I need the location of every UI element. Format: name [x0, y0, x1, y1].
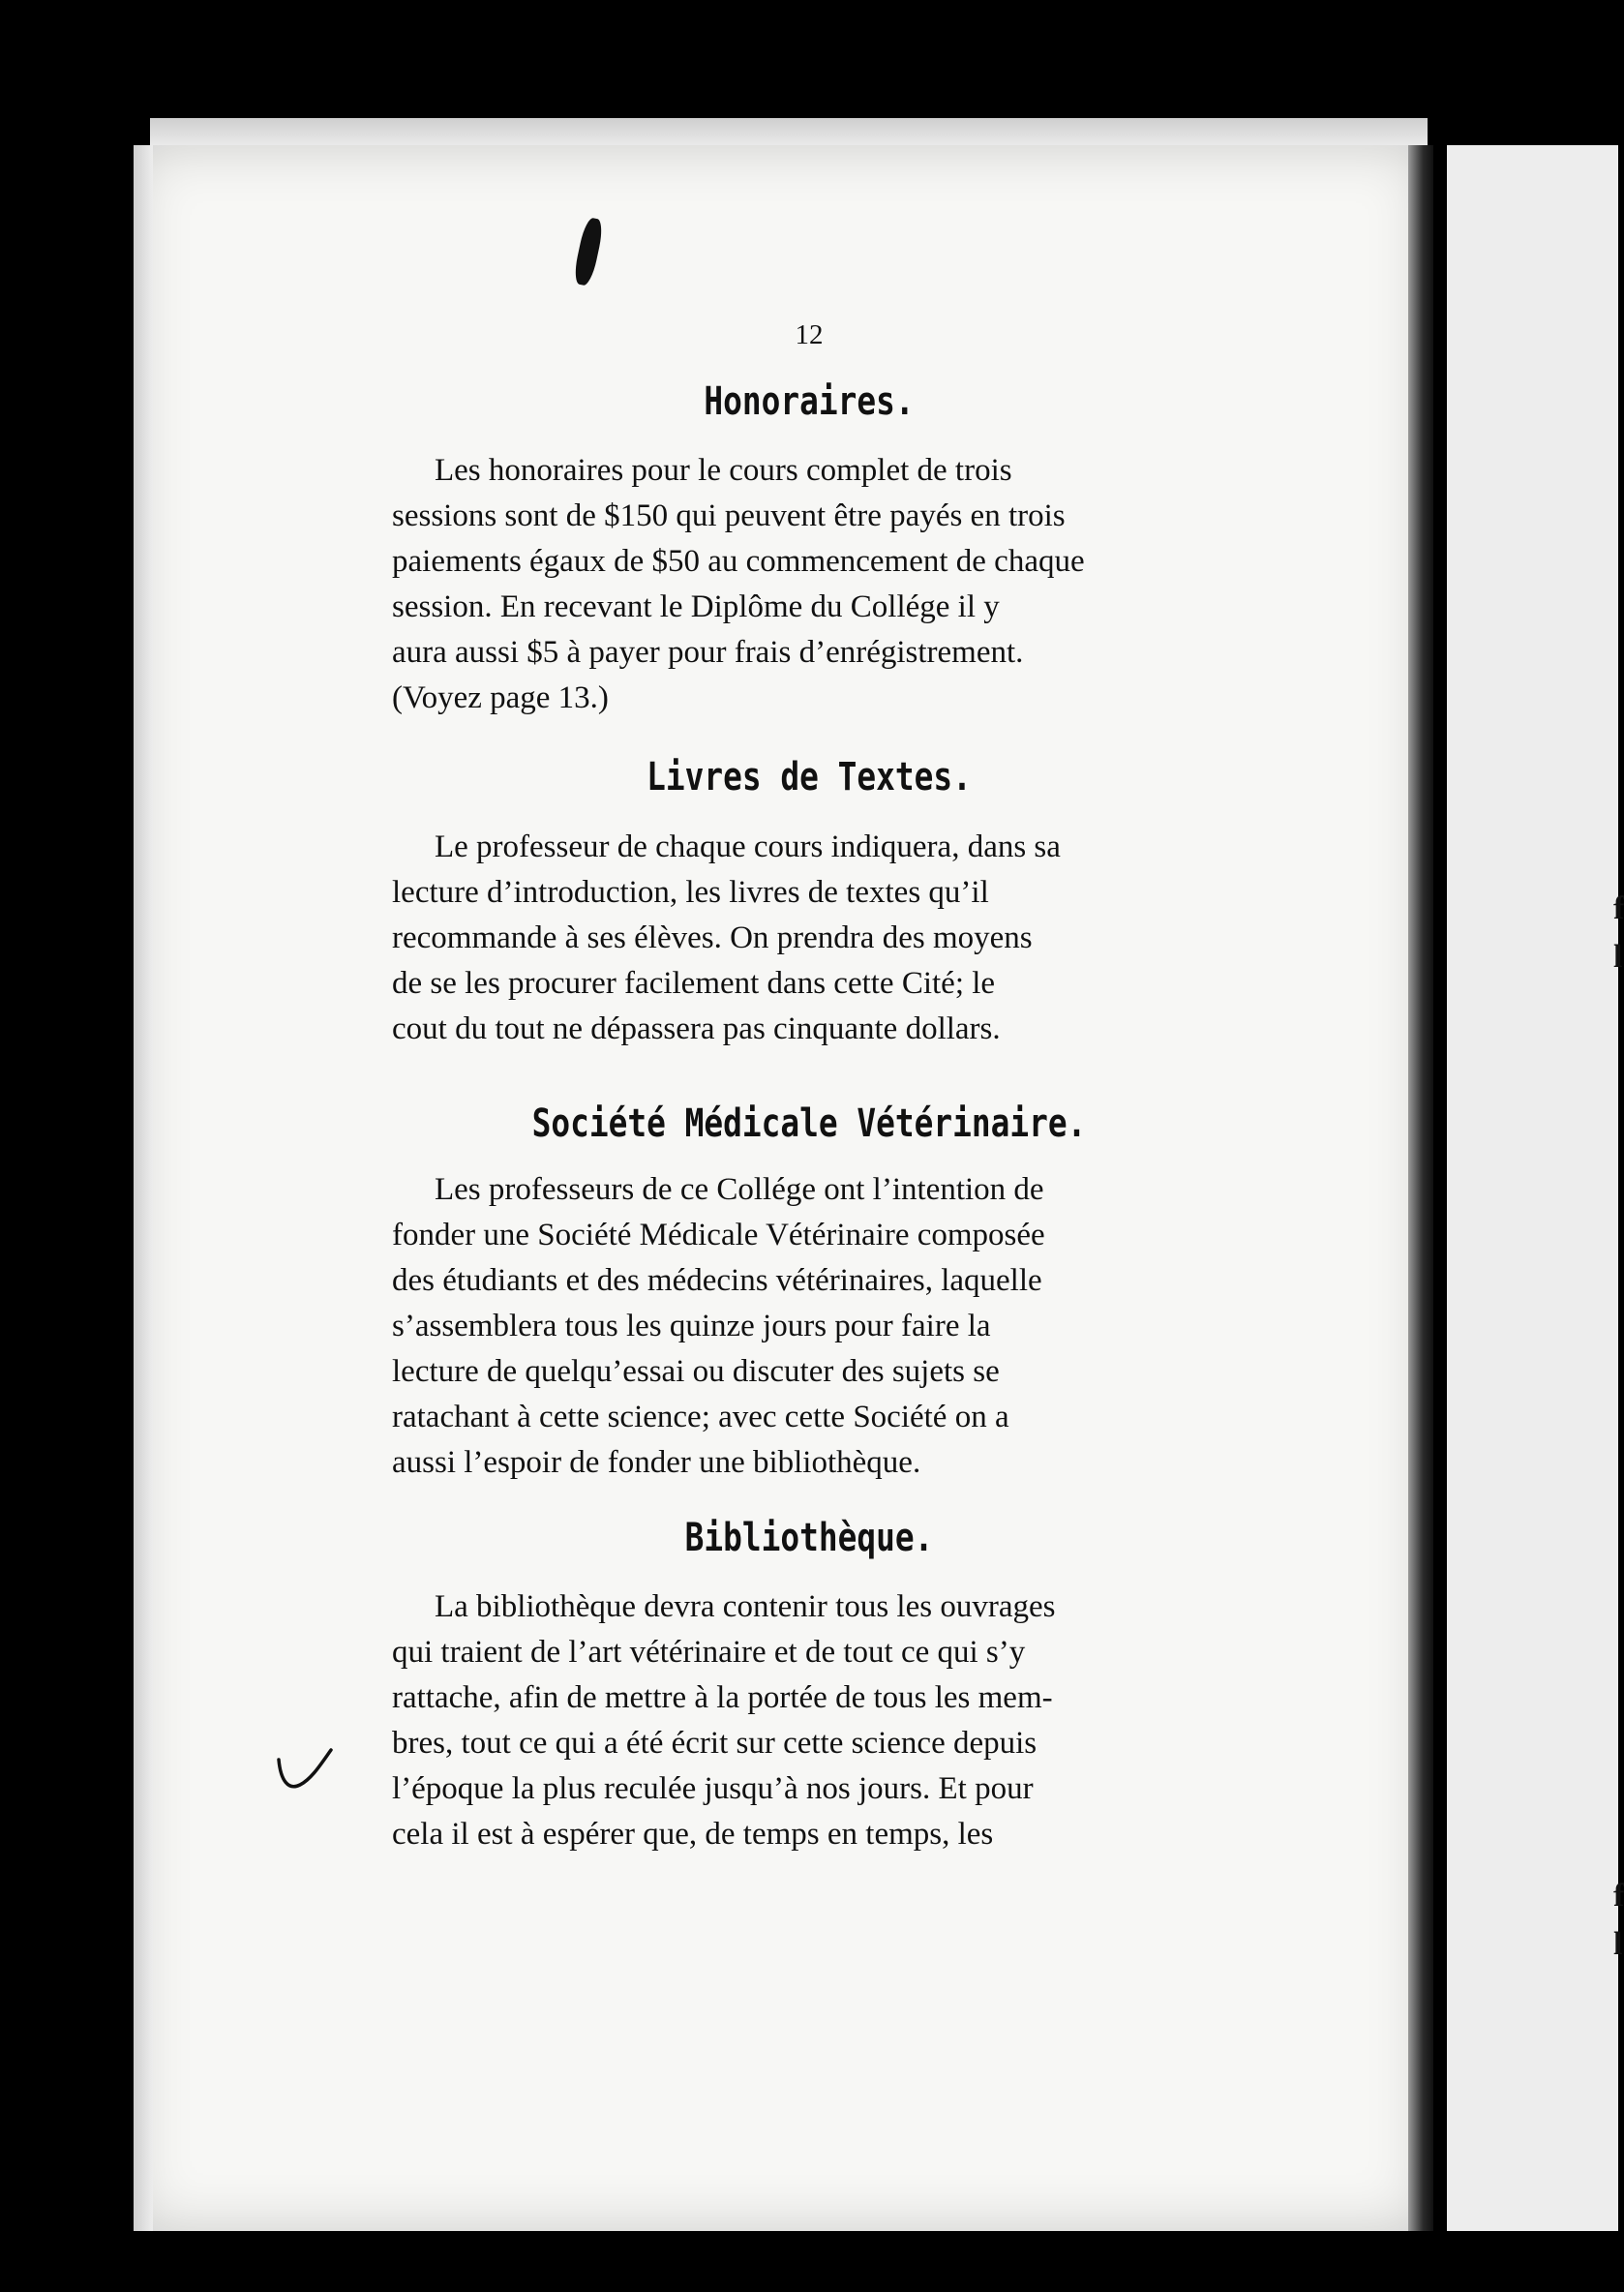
text-line: qui traient de l’art vétérinaire et de tout ce qui s’y — [392, 1635, 1026, 1670]
section-paragraph-livres — [392, 825, 1215, 1052]
text-line: l’époque la plus reculée jusqu’à nos jours. Et pour — [392, 1771, 1034, 1806]
section-paragraph-societe — [392, 1167, 1215, 1486]
text-line: bres, tout ce qui a été écrit sur cette science depuis — [392, 1726, 1038, 1761]
handwritten-check-mark — [271, 1742, 339, 1800]
text-line: fonder une Société Médicale Vétérinaire composée — [392, 1218, 1045, 1252]
text-line: aura aussi $5 à payer pour frais d’enrégistrement. — [392, 635, 1024, 670]
text-line: session. En recevant le Diplôme du Collége il y — [392, 589, 1000, 624]
text-line: La bibliothèque devra contenir tous les ouvrages — [435, 1589, 1056, 1624]
text-line: lecture de quelqu’essai ou discuter des sujets se — [392, 1354, 1000, 1389]
page-number: 12 — [795, 319, 824, 350]
book-spine — [1408, 145, 1433, 2231]
text-line: de se les procurer facilement dans cette Cité; le — [392, 966, 996, 1001]
text-line: (Voyez page 13.) — [392, 680, 609, 715]
text-line: paiements égaux de $50 au commencement de chaque — [392, 544, 1085, 579]
text-line: Les professeurs de ce Collége ont l’intention de — [435, 1172, 1044, 1207]
facing-page-fragment: l — [1613, 1926, 1623, 1962]
text-line: des étudiants et des médecins vétérinaires, laquelle — [392, 1263, 1042, 1298]
page-left-edge — [134, 145, 153, 2231]
section-heading-bibliotheque: Bibliothèque. — [684, 1516, 934, 1560]
text-line: lecture d’introduction, les livres de textes qu’il — [392, 875, 989, 910]
text-line: sessions sont de $150 qui peuvent être payés en trois — [392, 498, 1066, 533]
facing-page-edge — [1447, 145, 1624, 2231]
section-heading-honoraires: Honoraires. — [704, 379, 915, 424]
text-line: recommande à ses élèves. On prendra des moyens — [392, 920, 1033, 955]
text-line: rattache, afin de mettre à la portée de tous les mem- — [392, 1680, 1053, 1715]
section-paragraph-honoraires — [392, 448, 1215, 721]
facing-page-fragment: f — [1613, 1878, 1624, 1914]
text-line: Les honoraires pour le cours complet de trois — [435, 453, 1012, 488]
facing-page-fragment: f — [1613, 890, 1624, 926]
section-paragraph-bibliotheque — [392, 1584, 1215, 1857]
text-line: Le professeur de chaque cours indiquera, dans sa — [435, 829, 1061, 864]
facing-page-fragment: l — [1613, 939, 1623, 975]
text-line: cela il est à espérer que, de temps en temps, les — [392, 1817, 994, 1852]
section-heading-livres: Livres de Textes. — [647, 755, 972, 799]
text-line: cout du tout ne dépassera pas cinquante dollars. — [392, 1011, 1001, 1046]
text-line: ratachant à cette science; avec cette Société on a — [392, 1400, 1009, 1434]
page-top-edge — [150, 118, 1428, 145]
section-heading-societe: Société Médicale Vétérinaire. — [531, 1101, 1087, 1146]
text-line: aussi l’espoir de fonder une bibliothèque. — [392, 1445, 921, 1480]
text-line: s’assemblera tous les quinze jours pour faire la — [392, 1309, 991, 1343]
